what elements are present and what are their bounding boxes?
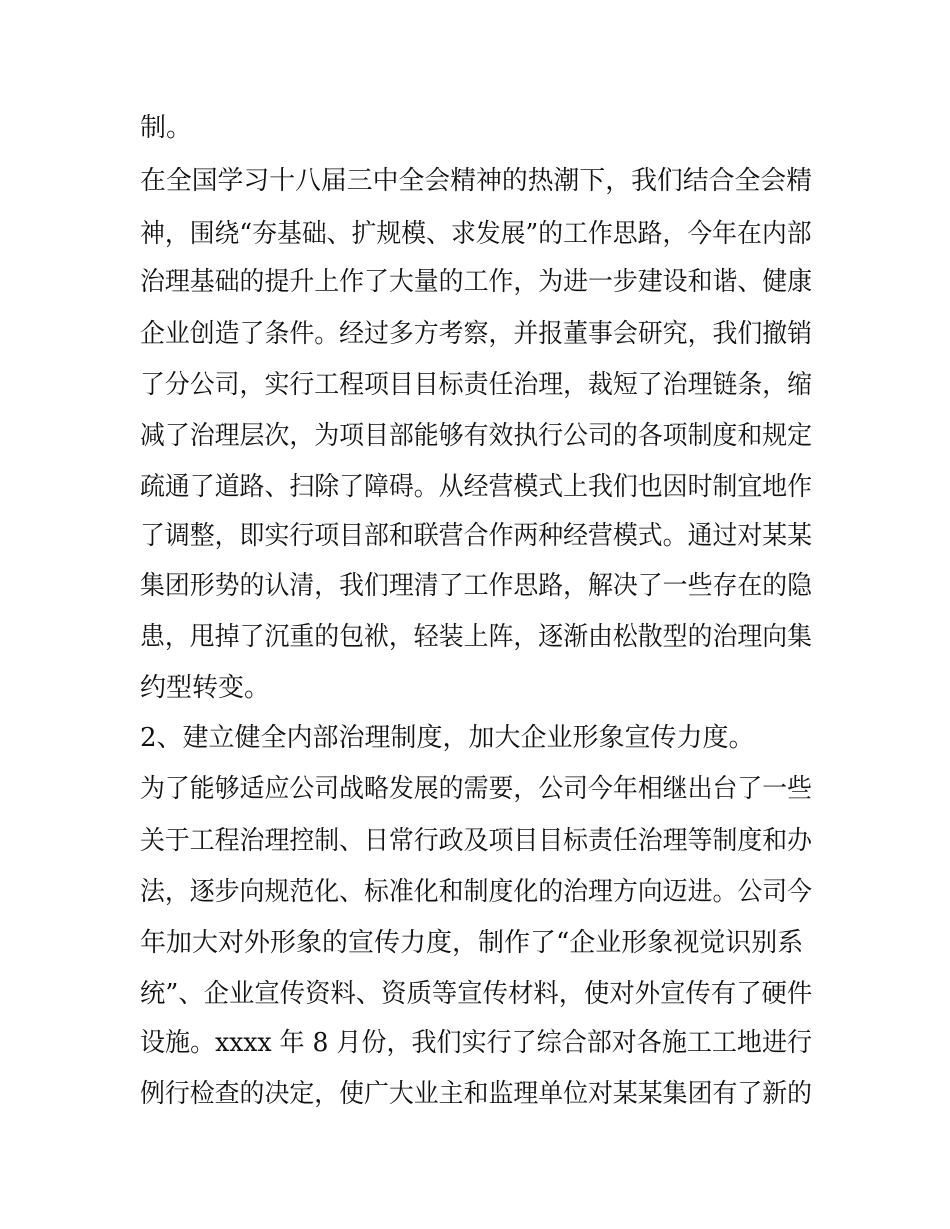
text-line: 患，甩掉了沉重的包袱，轻装上阵，逐渐由松散型的治理向集 [140, 622, 813, 652]
text-line: 统”、企业宣传资料、资质等宣传材料，使对外宣传有了硬件 [140, 979, 813, 1009]
text-line: 企业创造了条件。经过多方考察，并报董事会研究，我们撤销 [140, 319, 813, 349]
text-line: 了调整，即实行项目部和联营合作两种经营模式。通过对某某 [140, 521, 813, 551]
text-line: 减了治理层次，为项目部能够有效执行公司的各项制度和规定 [140, 421, 813, 451]
text-line: 神，围绕“夯基础、扩规模、求发展”的工作思路，今年在内部 [140, 219, 812, 249]
text-line: 年加大对外形象的宣传力度，制作了“企业形象视觉识别系 [140, 928, 804, 958]
text-line: 了分公司，实行工程项目目标责任治理，裁短了治理链条，缩 [140, 370, 813, 400]
section-heading: 2、建立健全内部治理制度，加大企业形象宣传力度。 [140, 723, 755, 753]
text-line: 约型转变。 [140, 673, 271, 703]
text-line: 治理基础的提升上作了大量的工作，为进一步建设和谐、健康 [140, 267, 813, 297]
text-line: 在全国学习十八届三中全会精神的热潮下，我们结合全会精 [140, 166, 813, 196]
text-line: 为了能够适应公司战略发展的需要，公司今年相继出台了一些 [140, 774, 813, 804]
text-line: 制。 [140, 113, 193, 143]
text-line: 例行检查的决定，使广大业主和监理单位对某某集团有了新的 [140, 1079, 813, 1109]
text-line: 集团形势的认清，我们理清了工作思路，解决了一些存在的隐 [140, 571, 813, 601]
text-line: 疏通了道路、扫除了障碍。从经营模式上我们也因时制宜地作 [140, 472, 813, 502]
text-line: 设施。xxxx 年 8 月份，我们实行了综合部对各施工工地进行 [140, 1028, 813, 1058]
text-line: 法，逐步向规范化、标准化和制度化的治理方向迈进。公司今 [140, 877, 813, 907]
text-line: 关于工程治理控制、日常行政及项目目标责任治理等制度和办 [140, 826, 813, 856]
